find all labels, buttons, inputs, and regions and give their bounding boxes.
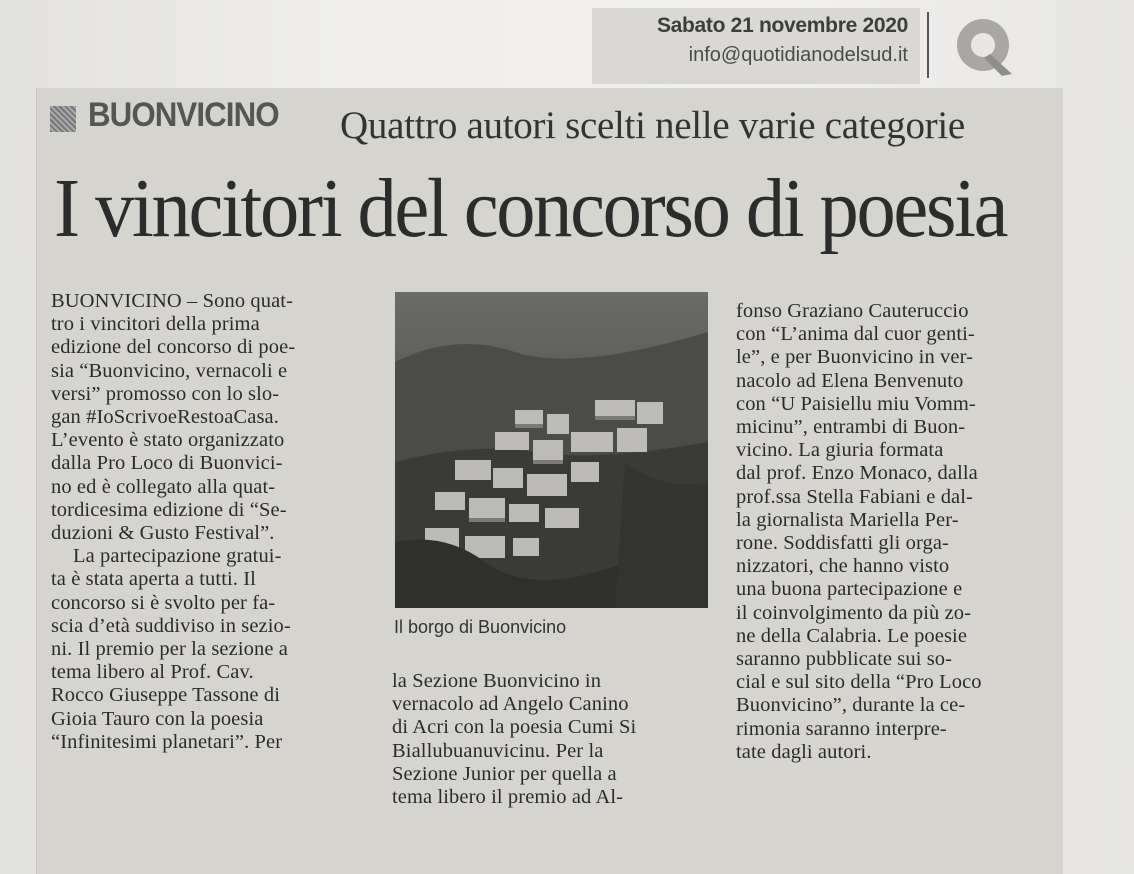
text-line: no ed è collegato alla quat-: [51, 475, 276, 498]
subheadline: Quattro autori scelti nelle varie categorie: [340, 104, 965, 147]
article-column-1: [51, 290, 363, 754]
q-logo-icon: [950, 14, 1020, 80]
text-line: tordicesima edizione di “Se-: [51, 498, 287, 521]
text-line: ne della Calabria. Le poesie: [736, 624, 968, 647]
text-line: una buona partecipazione e: [736, 578, 963, 601]
text-line: concorso si è svolto per fa-: [51, 591, 276, 614]
text-line: versi” promosso con lo slo-: [51, 382, 280, 405]
text-line: scia d’età suddiviso in sezio-: [51, 614, 291, 637]
text-line: saranno pubblicate sui so-: [736, 648, 953, 671]
text-line: rone. Soddisfatti gli orga-: [736, 532, 949, 555]
text-line: La partecipazione gratui-: [73, 545, 282, 568]
text-line: tema libero al Prof. Cav.: [51, 661, 254, 684]
text-line: Buonvicino”, durante la ce-: [736, 694, 966, 717]
photo-caption: Il borgo di Buonvicino: [394, 617, 567, 637]
article-column-3: [736, 300, 1050, 764]
text-line: cial e sul sito della “Pro Loco: [736, 671, 982, 694]
text-line: edizione del concorso di poe-: [51, 336, 296, 359]
text-line: Rocco Giuseppe Tassone di: [51, 684, 280, 707]
text-line: duzioni & Gusto Festival”.: [51, 522, 275, 545]
text-line: ni. Il premio per la sezione a: [51, 638, 288, 661]
text-line: sia “Buonvicino, vernacoli e: [51, 359, 288, 382]
text-line: tate dagli autori.: [736, 740, 872, 763]
text-line: ta è stata aperta a tutti. Il: [51, 568, 256, 591]
text-line: di Acri con la poesia Cumi Si: [392, 716, 637, 739]
article-column-2: [392, 670, 708, 809]
text-line: L’evento è stato organizzato: [51, 429, 285, 452]
text-line: nacolo ad Elena Benvenuto: [736, 369, 964, 392]
publication-date: Sabato 21 novembre 2020: [656, 14, 908, 37]
text-line: dal prof. Enzo Monaco, dalla: [736, 462, 978, 485]
text-line: gan #IoScrivoeRestoaCasa.: [51, 406, 279, 429]
text-line: con “L’anima dal cuor genti-: [736, 323, 975, 346]
text-line: “Infinitesimi planetari”. Per: [51, 730, 283, 753]
text-line: dalla Pro Loco di Buonvici-: [51, 452, 283, 475]
text-line: tro i vincitori della prima: [51, 313, 260, 336]
village-photo: [395, 292, 708, 608]
text-line: fonso Graziano Cauteruccio: [736, 300, 969, 322]
text-line: Sezione Junior per quella a: [392, 762, 617, 785]
contact-email: info@quotidianodelsud.it: [688, 44, 908, 66]
text-line: vernacolo ad Angelo Canino: [392, 693, 629, 716]
text-line: BUONVICINO – Sono quat-: [51, 290, 294, 312]
text-line: rimonia saranno interpre-: [736, 717, 947, 740]
headline: I vincitori del concorso di poesia: [54, 162, 1007, 255]
text-line: la giornalista Mariella Per-: [736, 508, 959, 531]
text-line: micinu”, entrambi di Buon-: [736, 416, 966, 439]
kicker-square-icon: [50, 106, 76, 132]
text-line: Gioia Tauro con la poesia: [51, 707, 264, 730]
header-divider: [927, 12, 929, 78]
text-line: le”, e per Buonvicino in ver-: [736, 346, 974, 369]
text-line: nizzatori, che hanno visto: [736, 555, 950, 578]
text-line: con “U Paisiellu miu Vomm-: [736, 392, 976, 415]
text-line: prof.ssa Stella Fabiani e dal-: [736, 485, 973, 508]
text-line: vicino. La giuria formata: [736, 439, 944, 462]
text-line: tema libero il premio ad Al-: [392, 786, 624, 809]
text-line: il coinvolgimento da più zo-: [736, 601, 972, 624]
text-line: Biallubuanuvicinu. Per la: [392, 739, 604, 762]
text-line: la Sezione Buonvicino in: [392, 670, 602, 692]
kicker-location: BUONVICINO: [88, 96, 279, 134]
